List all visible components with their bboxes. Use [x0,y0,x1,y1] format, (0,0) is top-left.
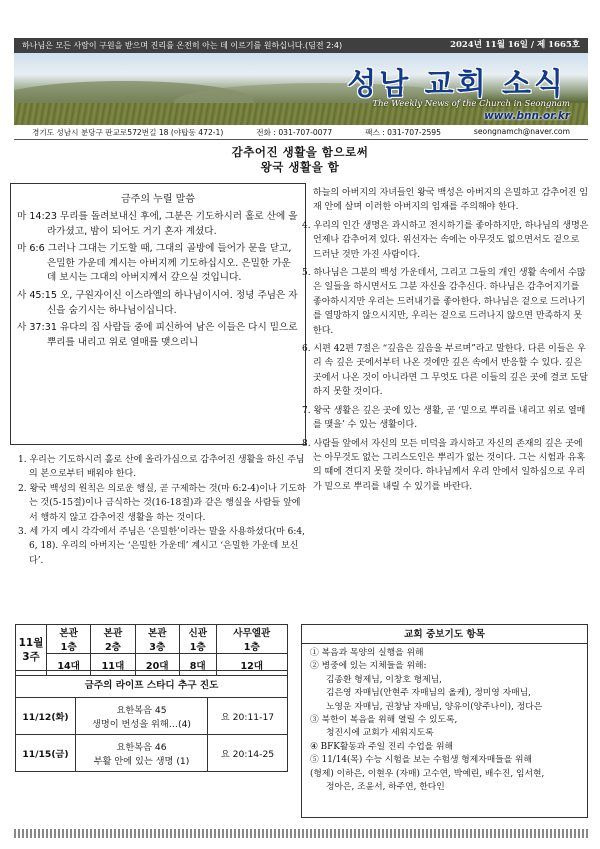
attendance-hall: 본관 2층 [91,625,135,654]
right-column [302,186,589,498]
study-schedule-table [15,670,288,772]
contact-line [14,127,588,138]
point-item: 3. 세 가지 예시 각각에서 주님은 ‘은밀한’이라는 말을 사용하셨다(마 6:4, 6, 18). 우리의 아버지는 ‘은밀한 가운데’ 계시고 ‘은밀한 가운데 보신다’. [18,527,305,566]
study-date: 11/12(화) [16,698,76,735]
point-item: 7. 왕국 생활은 깊은 곳에 있는 생활, 곧 ‘밑으로 뿌리를 내리고 위로 열매를 맺을’ 수 있는 생활이다. [302,405,586,431]
attendance-count: 8대 [179,654,216,676]
prayer-box [301,624,588,818]
headline-line-2: 왕국 생활을 함 [260,160,340,174]
prayer-item: 노영운 자매님, 권창남 자매님, 양유이(양주나이), 정다은 [326,701,543,712]
verse-item: 마 14:23 무리를 돌려보내신 후에, 그분은 기도하시러 홀로 산에 올라가셨고, 밤이 되어도 거기 혼자 계셨다. [17,211,298,237]
prayer-item: (형제) 이하은, 이현우 (자매) 고수연, 박예린, 배수진, 임서현, [310,768,545,779]
verse-box [10,183,306,445]
newsletter-title: 성남 교회 소식 [347,67,566,102]
attendance-hall: 본관 1층 [47,625,91,654]
point-item: 2. 왕국 백성의 원칙은 의로운 행실, 곧 구제하는 것(마 6:2-4)이나 기도하는 것(5-15절)이나 금식하는 것(16-18절)과 같은 행실을 사람들 앞에서 행하지 않고 감추어진 생활을 하는 것이다. [18,483,306,523]
email[interactable]: seongnamch@naver.com [473,127,570,136]
attendance-table [15,624,288,676]
left-column [10,183,306,568]
fax: 팩스 : 031-707-2595 [365,128,441,137]
verse-item: 마 6:6 그러나 그대는 기도할 때, 그대의 골방에 들어가 문을 닫고, 은밀한 가운데 계시는 아버지께 기도하십시오. 은밀한 가운데 보시는 그대의 아버지께서 갚으실 것입니다. [17,243,292,284]
point-item: 6. 시편 42편 7절은 “깊음은 깊음을 부르며”라고 말한다. 다른 이들은 우리 속 깊은 곳에서부터 나온 것에만 깊은 속에서 반응할 수 있다. 깊은 곳에서 나온 것이 아니라면 그 무엇도 다른 이들의 깊은 곳에 결코 도달하지 못할 것이다. [302,344,588,398]
study-title: 금주의 라이프 스타디 추구 진도 [16,671,288,698]
attendance-count: 12대 [216,654,287,676]
point-item: 4. 우리의 인간 생명은 과시하고 전시하기를 좋아하지만, 하나님의 생명은 언제나 감추어져 있다. 위선자는 속에는 아무것도 없으면서도 겉으로 드러난 것만 가진 사람이다. [302,220,589,260]
motto-text: 하나님은 모든 사람이 구원을 받으며 진리를 온전히 아는 데 이르기를 원하십니다.(딤전 2:4) [22,41,343,50]
attendance-hall: 본관 3층 [135,625,179,654]
prayer-item: ⑤ 11/14(목) 수능 시험을 보는 수험생 형제자매들을 위해 [310,755,533,766]
masthead-banner [14,53,588,125]
issue-date: 2024년 11월 16일 / 제 1665호 [450,40,580,50]
attendance-hall: 신관 1층 [179,625,216,654]
study-row [16,735,288,772]
footer-rule [14,829,588,838]
phone: 전화 : 031-707-0077 [256,128,333,137]
attendance-count: 14대 [47,654,91,676]
prayer-item: 김종환 형제님, 이창호 형제님, [326,674,442,685]
study-date: 11/15(금) [16,735,76,772]
prayer-item: 청진시에 교회가 세워지도록 [326,728,434,739]
attendance-count: 11대 [91,654,135,676]
point-item: 5. 하나님은 그분의 백성 가운데서, 그리고 그들의 개인 생활 속에서 수많은 일들을 하시면서도 그분 자신을 감추신다. 하나님은 감추어지기를 좋아하시지만 우리는 드러내기를 좋아한다. 하나님은 겉으로 드러나기를 열망하지 않으시지만, 우리는 겉으로 드러나지 않으면 만족하지 못한다. [302,268,586,336]
prayer-list [302,644,587,794]
point-continuation: 하늘의 아버지의 자녀들인 왕국 백성은 아버지의 은밀하고 감추어진 임재 안에 살며 이러한 아버지의 임재를 주의해야 한다. [313,188,589,213]
verse-item: 사 45:15 오, 구원자이신 이스라엘의 하나님이시여. 정녕 주님은 자신을 숨기시는 하나님이십니다. [17,289,298,316]
prayer-item: ③ 북한이 복음을 위해 열릴 수 있도록, [310,715,458,726]
verse-box-title: 금주의 누릴 말씀 [121,194,195,205]
study-reference: 요 20:11-17 [208,698,288,735]
prayer-item: 김은영 자매님(안현주 자매님의 올케), 정미영 자매님, [326,688,531,699]
newsletter-subtitle: The Weekly News of the Church in Seongnam [372,99,570,109]
divider [14,139,588,140]
points-list-left [10,453,306,568]
website-link[interactable]: www.bnn.or.kr [484,110,570,122]
prayer-title: 교회 중보기도 항목 [302,625,587,644]
headline [0,145,600,175]
attendance-week: 11월 3주 [16,625,47,676]
address: 경기도 성남시 분당구 판교로572번길 18 (야탑동 472-1) [32,128,224,137]
points-list-right [302,219,589,494]
top-bar [14,38,588,53]
point-item: 1. 우리는 기도하시러 홀로 산에 올라가심으로 감추어진 생활을 하신 주님의 본으로부터 배워야 한다. [18,455,305,480]
attendance-hall: 사무엘관 1층 [216,625,287,654]
prayer-item: 정아은, 조윤서, 하주연, 한다인 [326,782,445,793]
study-topic: 요한복음 45 생명이 번성을 위해…(4) [76,698,208,735]
study-reference: 요 20:14-25 [208,735,288,772]
study-row [16,698,288,735]
point-item: 8. 사람들 앞에서 자신의 모든 미덕을 과시하고 자신의 존재의 깊은 곳에는 아무것도 없는 그리스도인은 뿌리가 없는 것이다. 그는 시험과 유혹의 때에 견디지 못할 것이다. 하나님께서 우리 안에서 일하심으로 우리가 밑으로 뿌리를 내릴 수 있기를 바란다. [302,438,586,492]
prayer-item: ④ BFK활동과 주일 진리 수업을 위해 [310,741,453,752]
prayer-item: ① 복음과 목양의 실행을 위해 [310,648,424,658]
study-topic: 요한복음 46 부활 안에 있는 생명 (1) [76,735,208,772]
headline-line-1: 감추어진 생활을 함으로써 [231,145,369,159]
attendance-count: 20대 [135,654,179,676]
verse-item: 사 37:31 유다의 집 사람들 중에 피신하여 남은 이들은 다시 밑으로 뿌리를 내리고 위로 열매를 맺으리니 [17,322,298,348]
prayer-item: ② 병중에 있는 지체들을 위해: [310,661,427,672]
